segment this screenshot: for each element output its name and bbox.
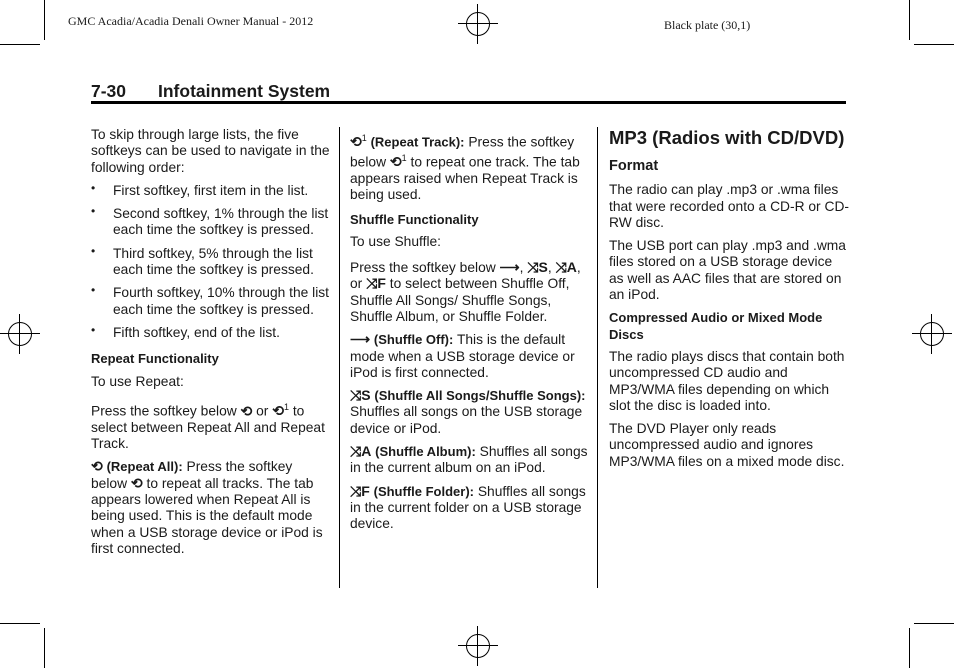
compressed-paragraph-2: The DVD Player only reads uncompressed audio and ignores MP3/WMA files on a mixed mode disc. (609, 421, 845, 469)
column-divider (339, 127, 340, 588)
shuffle-songs-icon: ⤨S (527, 259, 548, 276)
shuffle-folder-icon: ⤨F (350, 482, 370, 499)
repeat-track-icon: ⟲$^1$ (389, 152, 407, 170)
repeat-instructions: Press the softkey below ⟲ or ⟲$^1$ to select between Repeat All and Repeat Track. (91, 401, 325, 452)
bullet: • (91, 180, 96, 195)
crop-mark (909, 0, 910, 40)
shuffle-off-icon: ⟶ (350, 331, 371, 348)
registration-mark (0, 314, 40, 354)
repeat-track-paragraph: ⟲$^1$ (Repeat Track): Press the softkey below ⟲$^1$ to repeat one track. The tab appears raised when Repeat Track is being used. (350, 133, 580, 203)
mp3-title: MP3 (Radios with CD/DVD) (609, 127, 845, 148)
format-paragraph-1: The radio can play .mp3 or .wma files that were recorded onto a CD-R or CD-RW disc. (609, 182, 850, 230)
crop-mark (44, 628, 45, 668)
header-rule (91, 101, 846, 104)
shuffle-album-icon: ⤨A (555, 259, 577, 276)
shuffle-folder-icon: ⤨F (366, 275, 386, 292)
bullet: • (91, 204, 96, 219)
crop-mark (914, 623, 954, 624)
registration-mark (458, 4, 498, 44)
repeat-all-icon: ⟲ (91, 458, 103, 475)
shuffle-album-paragraph: ⤨A (Shuffle Album): Shuffles all songs in the current album on an iPod. (350, 443, 588, 476)
column-2 (350, 131, 590, 540)
column-1 (91, 127, 331, 564)
repeat-all-icon: ⟲ (130, 474, 143, 491)
repeat-track-icon: ⟲$^1$ (272, 401, 289, 419)
list-item: • Fifth softkey, end of the list. (91, 322, 280, 340)
use-shuffle: To use Shuffle: (350, 233, 442, 249)
column-3 (609, 127, 849, 477)
list-item: • Third softkey, 5% through the list each time the softkey is pressed. (91, 243, 314, 278)
bullet: • (91, 243, 96, 258)
registration-mark (458, 626, 498, 666)
shuffle-heading: Shuffle Functionality (350, 211, 479, 227)
crop-mark (0, 623, 40, 624)
bullet: • (91, 283, 96, 298)
format-paragraph-2: The USB port can play .mp3 and .wma files stored on a USB storage device as well as AAC files that are stored on an iPod. (609, 238, 846, 303)
section-title: Infotainment System (158, 81, 331, 101)
repeat-all-icon: ⟲ (240, 402, 253, 419)
repeat-all-paragraph: ⟲ (Repeat All): Press the softkey below ⟲ to repeat all tracks. The tab appears lowered when Repeat All is being used. This is the default mode when a USB storage device or iPod is first connected. (91, 458, 323, 556)
shuffle-off-icon: ⟶ (499, 259, 520, 276)
softkey-list (91, 180, 331, 341)
compressed-paragraph-1: The radio plays discs that contain both uncompressed CD audio and MP3/WMA files depending on which slot the disc is loaded into. (609, 348, 845, 413)
crop-mark (914, 44, 954, 45)
shuffle-off-paragraph: ⟶ (Shuffle Off): This is the default mode when a USB storage device or iPod is first connected. (350, 331, 575, 380)
repeat-heading: Repeat Functionality (91, 351, 219, 367)
bullet: • (91, 322, 96, 337)
repeat-track-icon: ⟲$^1$ (350, 133, 367, 150)
intro-paragraph: To skip through large lists, the five softkeys can be used to navigate in the following order: (91, 127, 330, 175)
compressed-heading: Compressed Audio or Mixed Mode Discs (609, 310, 823, 342)
list-item: • Fourth softkey, 10% through the list each time the softkey is pressed. (91, 283, 330, 317)
manual-title: GMC Acadia/Acadia Denali Owner Manual - 2012 (68, 14, 314, 28)
shuffle-all-paragraph: ⤨S (Shuffle All Songs/Shuffle Songs): Shuffles all songs on the USB storage device or iPod. (350, 387, 586, 436)
crop-mark (44, 0, 45, 40)
plate-label: Black plate (30,1) (664, 18, 751, 32)
list-item: • First softkey, first item in the list. (91, 180, 309, 198)
shuffle-album-icon: ⤨A (350, 443, 372, 460)
page-number: 7-30 (91, 81, 127, 101)
shuffle-folder-paragraph: ⤨F (Shuffle Folder): Shuffles all songs in the current folder on a USB storage device. (350, 482, 586, 532)
format-heading: Format (609, 158, 659, 174)
use-repeat: To use Repeat: (91, 373, 184, 389)
crop-mark (0, 44, 40, 45)
registration-mark (912, 314, 952, 354)
column-divider (597, 127, 598, 588)
list-item: • Second softkey, 1% through the list each time the softkey is pressed. (91, 204, 329, 238)
crop-mark (909, 628, 910, 668)
shuffle-instructions: Press the softkey below ⟶, ⤨S, ⤨A, or ⤨F to select between Shuffle Off, Shuffle All Songs/ Shuffle Songs, Shuffle Album, or Shuffle Folder. (350, 259, 581, 324)
shuffle-songs-icon: ⤨S (350, 387, 371, 404)
